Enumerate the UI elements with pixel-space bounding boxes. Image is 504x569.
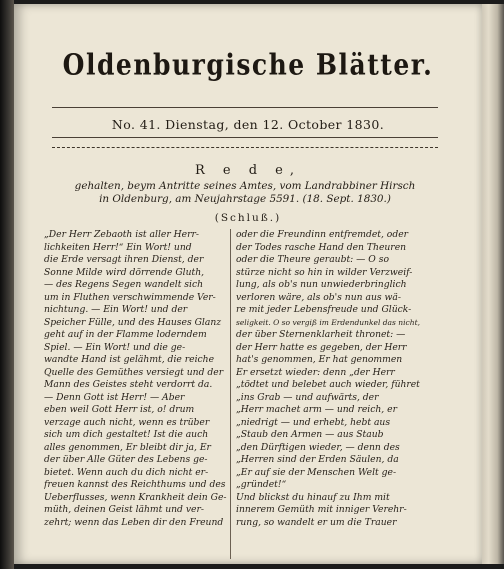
text-line: Mann des Geistes steht verdorrt da. [44,379,213,390]
subtitle-line: in Oldenburg, am Neujahrstage 5591. (18. Sept. 1830.) [99,193,391,205]
text-line: Und blickst du hinauf zu Ihm mit [236,491,390,503]
text-column-left [44,229,228,529]
text-line: bietet. Wenn auch du dich nicht er- [44,466,209,478]
article-heading: R e d e, [194,163,302,178]
text-line: geht auf in der Flamme loderndem [44,329,207,340]
text-line: freuen kannst des Reichthums und des [44,479,226,490]
text-line: „Herren sind der Erden Säulen, da [236,454,399,465]
text-line: „den Dürftigen wieder, — denn des [236,441,400,453]
text-line: — des Regens Segen wandelt sich [44,279,204,290]
text-line: „Er auf sie der Menschen Welt ge- [236,466,397,478]
text-line: Ueberflusses, wenn Krankheit dein Ge- [44,491,227,503]
masthead-title: Oldenburgische Blätter. [62,47,434,82]
text-line: eben weil Gott Herr ist, o! drum [44,404,195,415]
text-line: lung, als ob's nun unwiederbringlich [236,279,407,290]
text-line: müth, deinen Geist lähmt und ver- [44,504,204,515]
text-line: Er ersetzt wieder: denn „der Herr [236,366,395,378]
text-line: „gründet!“ [236,479,287,490]
text-line: „Staub den Armen — aus Staub [236,429,384,440]
text-line: innerem Gemüth mit inniger Verehr- [236,504,407,515]
text-line: der Todes rasche Hand den Theuren [236,241,407,253]
newspaper-page [14,4,482,564]
text-line: oder die Freundinn entfremdet, oder [236,229,409,240]
text-line: hat's genommen, Er hat genommen [236,354,403,365]
text-line: Speicher Fülle, und des Hauses Glanz [44,316,222,328]
text-line: stürze nicht so hin in wilder Verzweif- [236,266,413,278]
text-line: der über Alle Güter des Lebens ge- [44,454,208,465]
text-line: seligkeit. O so vergiß im Erdendunkel das nicht, [236,317,420,327]
text-line: „Herr machet arm — und reich, er [236,404,397,415]
text-line: Sonne Milde wird dörrende Gluth, [44,266,205,278]
continuation-note: (Schluß.) [214,212,282,224]
text-line: Quelle des Gemüthes versiegt und der [44,366,224,378]
text-line: der Herr hatte es gegeben, der Herr [236,341,407,353]
text-line: „niedrigt — und erhebt, hebt aus [236,416,391,428]
issue-line: No. 41. Dienstag, den 12. October 1830. [111,117,385,132]
text-column-right [236,229,420,529]
text-line: oder die Theure geraubt: — O so [236,254,389,265]
text-line: der über Sternenklarheit thronet: — [236,329,406,340]
book-spine [0,0,14,569]
text-line: „Der Herr Zebaoth ist aller Herr- [44,229,199,240]
text-line: verloren wäre, als ob's nun aus wä- [236,291,401,303]
text-line: re mit jeder Lebensfreude und Glück- [236,304,412,315]
text-line: lichkeiten Herr!“ Ein Wort! und [44,241,192,253]
text-line: rung, so wandelt er um die Trauer [236,516,397,528]
subtitle-line: gehalten, beym Antritte seines Amtes, vom Landrabbiner Hirsch [74,180,416,192]
text-line: wandte Hand ist gelähmt, die reiche [44,354,215,365]
text-line: „ins Grab — und aufwärts, der [236,391,379,403]
text-line: Spiel. — Ein Wort! und die ge- [44,341,186,353]
text-line: die Erde versagt ihren Dienst, der [44,254,204,265]
page-edges [482,4,504,564]
text-line: um in Fluthen verschwimmende Ver- [44,291,216,303]
text-line: nichtung. — Ein Wort! und der [44,304,188,315]
masthead-rule-bottom [52,137,438,138]
masthead-rule-top [52,107,438,108]
article-subtitle [56,180,434,206]
text-line: verzage auch nicht, wenn es trüber [44,416,210,428]
column-divider [230,229,231,559]
section-divider [52,147,438,148]
text-line: zehrt; wenn das Leben dir den Freund [44,516,224,528]
text-line: „tödtet und belebet auch wieder, führet [236,380,420,390]
text-line: sich um dich gestaltet! Ist die auch [44,429,209,440]
text-line: alles genommen, Er bleibt dir ja, Er [44,441,211,453]
text-line: — Denn Gott ist Herr! — Aber [44,391,185,403]
